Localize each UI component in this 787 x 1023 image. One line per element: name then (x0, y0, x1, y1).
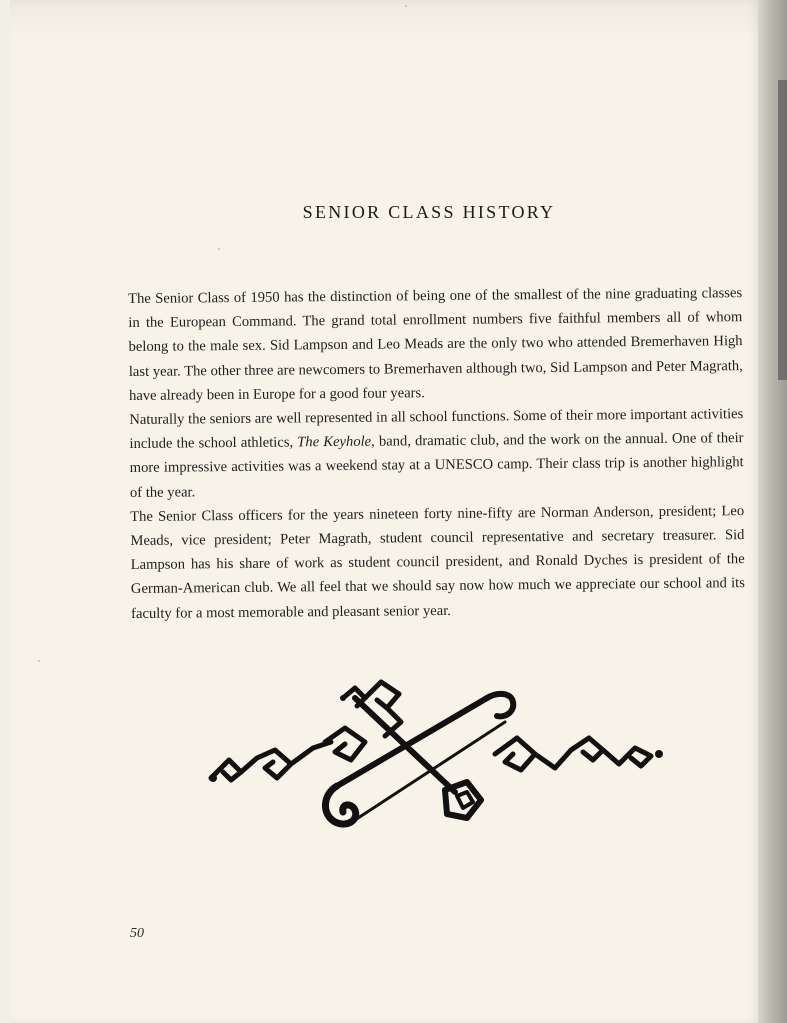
yearbook-page (10, 0, 758, 1023)
paragraph-2-text-start: Naturally the seniors are well represented in all school functions. Some of their more important activities include the school athletics, (129, 406, 744, 453)
class-history-text (128, 281, 745, 626)
paper-speck (38, 660, 40, 662)
keyhole-title: The Keyhole (297, 433, 372, 451)
facing-page-shadow (778, 80, 787, 380)
page-shade (10, 0, 758, 40)
paper-speck (218, 248, 220, 250)
history-paragraph-1: The Senior Class of 1950 has the distinction of being one of the smallest of the nine graduating classes in the European Command. The grand total enrollment numbers five faithful members all of whom belong to the male sex. Sid Lampson and Leo Meads are the only two who attended Bremerhaven High last year. The other three are newcomers to Bremerhaven although two, Sid Lampson and Peter Magrath, have already been in Europe for a good four years. (128, 285, 743, 404)
history-paragraph-3: The Senior Class officers for the years nineteen forty nine-fifty are Norman Anderson, president; Leo Meads, vice president; Peter Magrath, student council representative and secretary treasurer. Sid Lampson has his share of work as student council president, and Ronald Dyches is president of the German-American club. We all feel that we should say now how much we appreciate our school and its faculty for a most memorable and pleasant senior year. (130, 502, 745, 622)
paragraph-2-text-end: , band, dramatic club, and the work on the annual. One of their more impressive activities was a weekend stay at a UNESCO camp. Their class trip is another highlight of the year. (129, 430, 744, 501)
page-title: SENIOR CLASS HISTORY (302, 202, 556, 222)
key-and-scroll-ornament-icon (205, 668, 667, 846)
page-number: 50 (130, 926, 144, 941)
history-paragraph-2 (129, 402, 744, 505)
paper-speck (405, 5, 407, 7)
